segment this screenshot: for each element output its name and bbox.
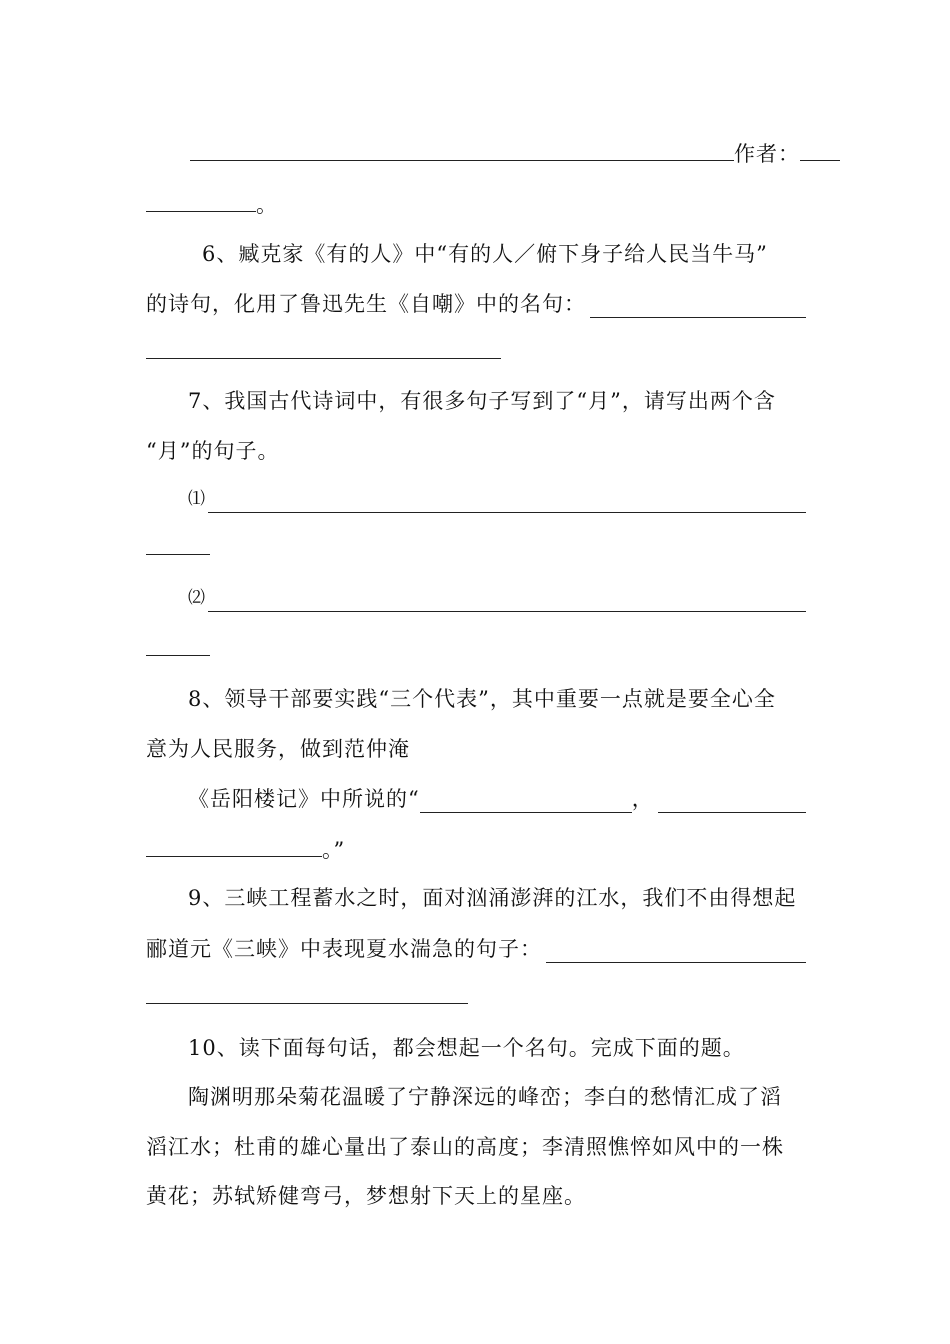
q7-item-2 — [146, 584, 806, 612]
q5-end-mark: 。 — [256, 193, 278, 217]
q10-line-1: 10、读下面每句话，都会想起一个名句。完成下面的题。 — [188, 1036, 745, 1060]
q7-item-2-number: ⑵ — [188, 588, 206, 608]
q9-blank-2[interactable] — [146, 981, 468, 1004]
q10-line-2: 陶渊明那朵菊花温暖了宁静深远的峰峦；李白的愁情汇成了滔 — [188, 1085, 782, 1109]
q7-blank-2b[interactable] — [146, 633, 210, 656]
q8-line-3-text: 《岳阳楼记》中所说的“ — [188, 787, 420, 811]
q9-line-2-text: 郦道元《三峡》中表现夏水湍急的句子： — [146, 937, 542, 961]
q6-line-2-text: 的诗句，化用了鲁迅先生《自嘲》中的名句： — [146, 292, 586, 316]
q9-line-1: 9、三峡工程蓄水之时，面对汹涌澎湃的江水，我们不由得想起 — [188, 886, 797, 910]
q8-comma: ， — [631, 787, 654, 811]
q6-blank-2[interactable] — [146, 336, 501, 359]
q10-line-4: 黄花；苏轼矫健弯弓，梦想射下天上的星座。 — [146, 1184, 586, 1208]
q5-answer-line-2 — [146, 189, 806, 219]
q5-blank-1[interactable] — [190, 138, 734, 161]
q8-line-1: 8、领导干部要实践“三个代表”，其中重要一点就是要全心全 — [188, 687, 776, 711]
q8-blank-2[interactable] — [658, 790, 806, 813]
q6-line-2 — [146, 290, 806, 318]
q10-line-3: 滔江水；杜甫的雄心量出了泰山的高度；李清照憔悴如风中的一株 — [146, 1135, 784, 1159]
q8-end-mark: 。” — [322, 838, 346, 862]
q5-author-label: 作者： — [734, 142, 800, 166]
q5-author-blank[interactable] — [800, 138, 840, 161]
q7-blank-1[interactable] — [208, 490, 806, 513]
q8-line-3 — [146, 785, 806, 813]
q7-answer-line-2b — [146, 633, 806, 663]
q8-blank-1[interactable] — [420, 790, 632, 813]
q6-answer-line-2 — [146, 336, 806, 366]
q9-line-2 — [146, 935, 806, 963]
q7-line-2: “月”的句子。 — [146, 439, 280, 463]
q7-blank-1b[interactable] — [146, 532, 210, 555]
q7-item-1 — [146, 485, 806, 513]
q8-line-2: 意为人民服务，做到范仲淹 — [146, 737, 410, 761]
q7-answer-line-1b — [146, 532, 806, 562]
q9-blank-1[interactable] — [546, 940, 806, 963]
q7-line-1: 7、我国古代诗词中，有很多句子写到了“月”，请写出两个含 — [188, 389, 776, 413]
q5-blank-2[interactable] — [146, 189, 256, 212]
q7-blank-2[interactable] — [208, 589, 806, 612]
q8-blank-3[interactable] — [146, 834, 322, 857]
q8-answer-line-2 — [146, 834, 806, 864]
q6-blank-1[interactable] — [590, 295, 806, 318]
q6-line-1: 6、臧克家《有的人》中“有的人／俯下身子给人民当牛马” — [202, 242, 768, 266]
q5-answer-line — [146, 138, 806, 168]
q9-answer-line-2 — [146, 981, 806, 1011]
q7-item-1-number: ⑴ — [188, 489, 206, 509]
